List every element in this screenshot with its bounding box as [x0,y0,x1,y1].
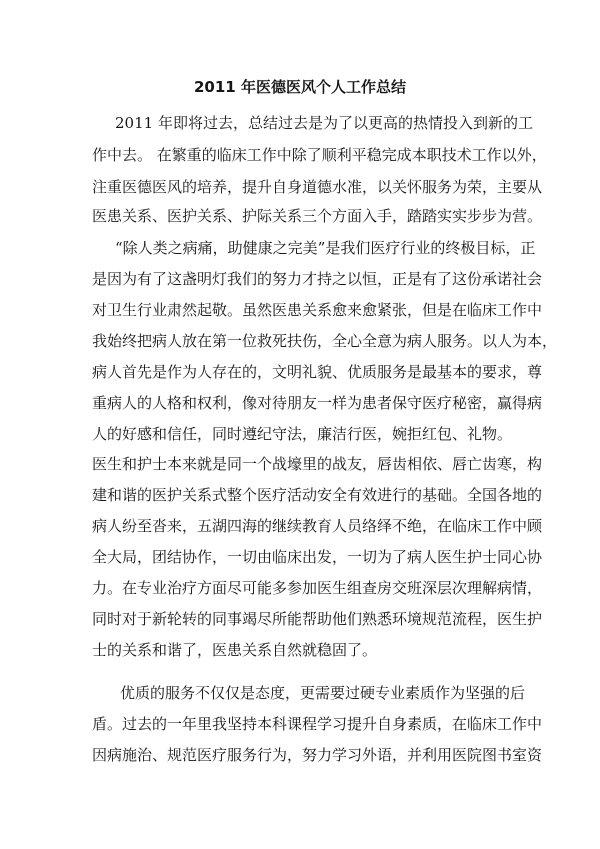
text-line: 2011 年即将过去，总结过去是为了以更高的热情投入到新的工 [115,114,533,132]
text-line: 盾。过去的一年里我坚持本科课程学习提升自身素质，在临床工作中 [92,715,543,733]
text-line: 医生和护士本来就是同一个战壕里的战友，唇齿相依、唇亡齿寒，构 [92,455,543,473]
text-line: 士的关系和谐了，医患关系自然就稳固了。 [92,641,378,659]
text-line: 医患关系、医护关系、护际关系三个方面入手，踏踏实实步步为营。 [92,207,543,225]
text-line: 病人纷至沓来，五湖四海的继续教育人员络绎不绝，在临床工作中顾 [92,517,543,535]
text-line: 重病人的人格和权利，像对待朋友一样为患者保守医疗秘密，赢得病 [92,394,543,412]
text-line: 病人首先是作为人存在的，文明礼貌、优质服务是最基本的要求，尊 [92,363,543,381]
text-line: 建和谐的医护关系式整个医疗活动安全有效进行的基础。全国各地的 [92,486,543,504]
text-line: “除人类之病痛，助健康之完美”是我们医疗行业的终极目标，正 [115,239,536,257]
text-line: 因病施治、规范医疗服务行为，努力学习外语，并利用医院图书室资 [92,746,543,764]
text-line: 对卫生行业肃然起敬。虽然医患关系愈来愈紧张，但是在临床工作中 [92,301,543,319]
text-line: 全大局，团结协作，一切由临床出发，一切为了病人医生护士同心协 [92,548,543,566]
text-line: 人的好感和信任，同时遵纪守法，廉洁行医，婉拒红包、礼物。 [92,425,513,443]
text-line: 注重医德医风的培养，提升自身道德水准，以关怀服务为荣，主要从 [92,178,543,196]
text-line: 我始终把病人放在第一位救死扶伤，全心全意为病人服务。以人为本， [92,332,558,350]
text-line: 优质的服务不仅仅是态度，更需要过硬专业素质作为坚强的后 [120,684,526,702]
text-line: 力。在专业治疗方面尽可能多参加医生组查房交班深层次理解病情， [92,579,543,597]
text-line: 同时对于新轮转的同事竭尽所能帮助他们熟悉环境规范流程，医生护 [92,610,543,628]
text-line: 是因为有了这盏明灯我们的努力才持之以恒，正是有了这份承诺社会 [92,270,543,288]
text-line: 作中去。 在繁重的临床工作中除了顺利平稳完成本职技术工作以外， [92,146,547,164]
document-title: 2011 年医德医风个人工作总结 [194,78,406,96]
